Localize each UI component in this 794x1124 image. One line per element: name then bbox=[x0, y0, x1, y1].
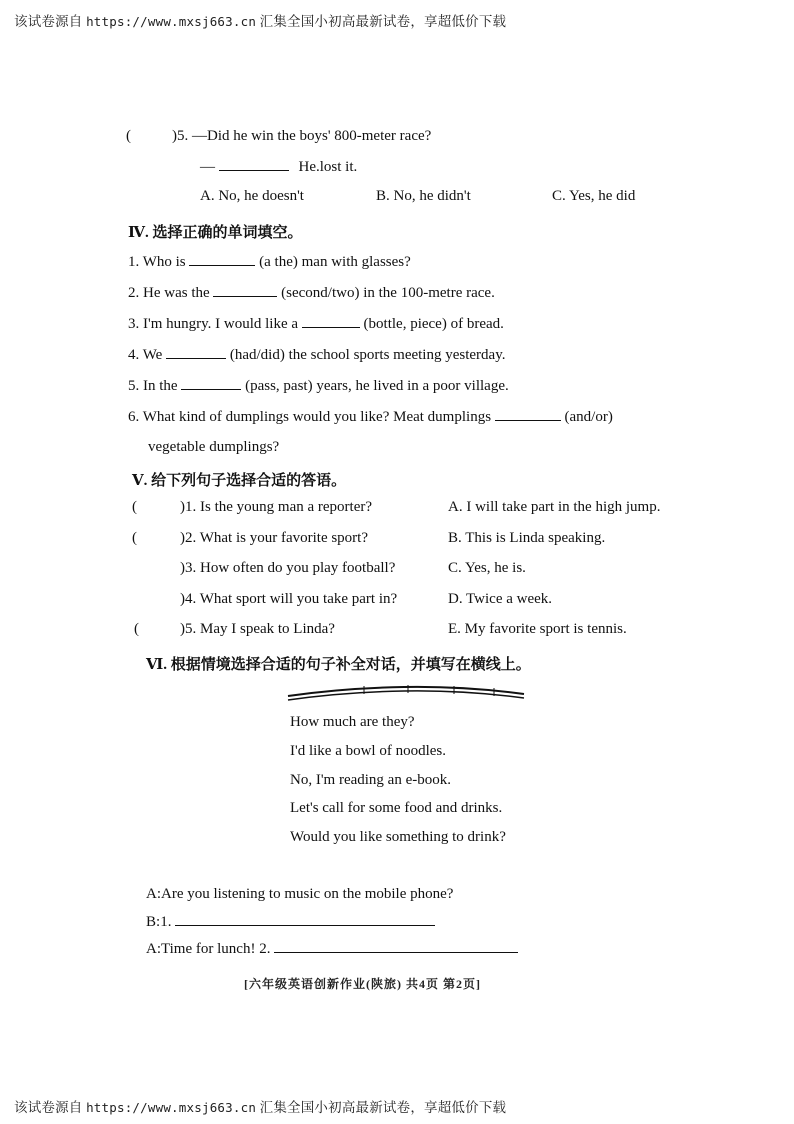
top-source-banner bbox=[14, 10, 506, 30]
s4-item-6-text: 6. What kind of dumplings would you like? Meat dumplings bbox=[128, 409, 492, 425]
s5-answer-a: A. I will take part in the high jump. bbox=[448, 499, 661, 515]
s4-item-3-text: 3. I'm hungry. I would like a bbox=[128, 316, 299, 332]
banner-url-link[interactable]: https://www.mxsj663.cn bbox=[86, 14, 257, 29]
s4-item-6-blank[interactable] bbox=[495, 408, 561, 421]
q5-answer-blank[interactable] bbox=[219, 158, 289, 171]
s5-q5-paren[interactable]: ( bbox=[134, 621, 139, 637]
s5-q3: )3. How often do you play football? bbox=[180, 560, 396, 576]
s4-item-1 bbox=[128, 253, 411, 271]
dialogue-line-3 bbox=[146, 940, 518, 958]
q5-dash: — bbox=[200, 159, 215, 175]
s4-item-2-text: 2. He was the bbox=[128, 285, 210, 301]
banner-suffix: 汇集全国小初高最新试卷，享超低价下载 bbox=[259, 1100, 507, 1115]
banner-suffix: 汇集全国小初高最新试卷，享超低价下载 bbox=[259, 14, 507, 29]
s4-item-5-text: 5. In the bbox=[128, 378, 178, 394]
q5-option-b[interactable]: B. No, he didn't bbox=[376, 188, 471, 204]
s4-item-4 bbox=[128, 346, 505, 364]
section5-title: Ⅴ. 给下列句子选择合适的答语。 bbox=[132, 473, 347, 489]
s6-option-5: Would you like something to drink? bbox=[290, 829, 506, 845]
s5-q1: )1. Is the young man a reporter? bbox=[180, 499, 373, 515]
q5-paren-open[interactable]: ( bbox=[126, 128, 131, 144]
q5-question bbox=[172, 128, 431, 145]
dialogue-text-3: Time for lunch! 2. bbox=[161, 941, 271, 957]
dialogue-line-2 bbox=[146, 913, 435, 931]
dialogue-text-1: Are you listening to music on the mobile phone? bbox=[161, 886, 454, 902]
s4-item-3-blank[interactable] bbox=[302, 315, 360, 328]
s4-item-3 bbox=[128, 315, 504, 333]
s4-item-1-blank[interactable] bbox=[189, 253, 255, 266]
s4-item-3-hint: (bottle, piece) of bread. bbox=[363, 316, 504, 332]
option-box-border bbox=[284, 682, 530, 704]
s4-item-5-blank[interactable] bbox=[181, 377, 241, 390]
q5-option-c[interactable]: C. Yes, he did bbox=[552, 188, 636, 204]
dialogue-speaker-a: A: bbox=[146, 886, 161, 902]
s4-item-5-hint: (pass, past) years, he lived in a poor village. bbox=[245, 378, 509, 394]
s5-answer-d: D. Twice a week. bbox=[448, 591, 553, 607]
dialogue-speaker-b: B: bbox=[146, 914, 161, 930]
s5-answer-b: B. This is Linda speaking. bbox=[448, 530, 606, 546]
q5-number: )5. bbox=[172, 128, 189, 144]
banner-prefix: 该试卷源自 bbox=[14, 14, 83, 29]
s6-option-4: Let's call for some food and drinks. bbox=[290, 800, 503, 816]
s6-option-3: No, I'm reading an e-book. bbox=[290, 772, 451, 788]
banner-prefix: 该试卷源自 bbox=[14, 1100, 83, 1115]
s4-item-2 bbox=[128, 284, 495, 302]
q5-answer-text: He.lost it. bbox=[298, 159, 358, 175]
s4-item-6-hint: (and/or) bbox=[564, 409, 613, 425]
page-footer: [六年级英语创新作业(陕旅) 共4页 第2页] bbox=[244, 977, 481, 991]
s5-answer-c: C. Yes, he is. bbox=[448, 560, 526, 576]
q5-question-text: —Did he win the boys' 800-meter race? bbox=[192, 128, 432, 144]
s4-item-5 bbox=[128, 377, 509, 395]
bottom-source-banner bbox=[14, 1096, 506, 1116]
s4-item-1-hint: (a the) man with glasses? bbox=[259, 254, 411, 270]
s4-item-2-blank[interactable] bbox=[213, 284, 277, 297]
dialogue-speaker-a2: A: bbox=[146, 941, 161, 957]
section4-title: Ⅳ. 选择正确的单词填空。 bbox=[128, 225, 303, 241]
q5-answer-line bbox=[200, 158, 357, 176]
section6-title: Ⅵ. 根据情境选择合适的句子补全对话，并填写在横线上。 bbox=[146, 657, 531, 673]
dialogue-blank-1[interactable] bbox=[175, 913, 435, 926]
s5-answer-e: E. My favorite sport is tennis. bbox=[448, 621, 627, 637]
s4-item-4-hint: (had/did) the school sports meeting yesterday. bbox=[229, 347, 506, 363]
s5-q2-paren[interactable]: ( bbox=[132, 530, 137, 546]
s5-q4: )4. What sport will you take part in? bbox=[180, 591, 398, 607]
s5-q2: )2. What is your favorite sport? bbox=[180, 530, 369, 546]
dialogue-line-1 bbox=[146, 886, 453, 903]
s4-item-6 bbox=[128, 408, 613, 426]
banner-url-link[interactable]: https://www.mxsj663.cn bbox=[86, 1100, 257, 1115]
s4-item-2-hint: (second/two) in the 100-metre race. bbox=[281, 285, 495, 301]
s4-item-6-continuation: vegetable dumplings? bbox=[148, 439, 280, 455]
s4-item-4-text: 4. We bbox=[128, 347, 163, 363]
s6-option-2: I'd like a bowl of noodles. bbox=[290, 743, 447, 759]
s6-option-1: How much are they? bbox=[290, 714, 415, 730]
s5-q5: )5. May I speak to Linda? bbox=[180, 621, 335, 637]
s4-item-4-blank[interactable] bbox=[166, 346, 226, 359]
dialogue-text-2: 1. bbox=[160, 914, 172, 930]
s4-item-1-text: 1. Who is bbox=[128, 254, 186, 270]
dialogue-blank-2[interactable] bbox=[274, 940, 518, 953]
q5-option-a[interactable]: A. No, he doesn't bbox=[200, 188, 304, 204]
s5-q1-paren[interactable]: ( bbox=[132, 499, 137, 515]
